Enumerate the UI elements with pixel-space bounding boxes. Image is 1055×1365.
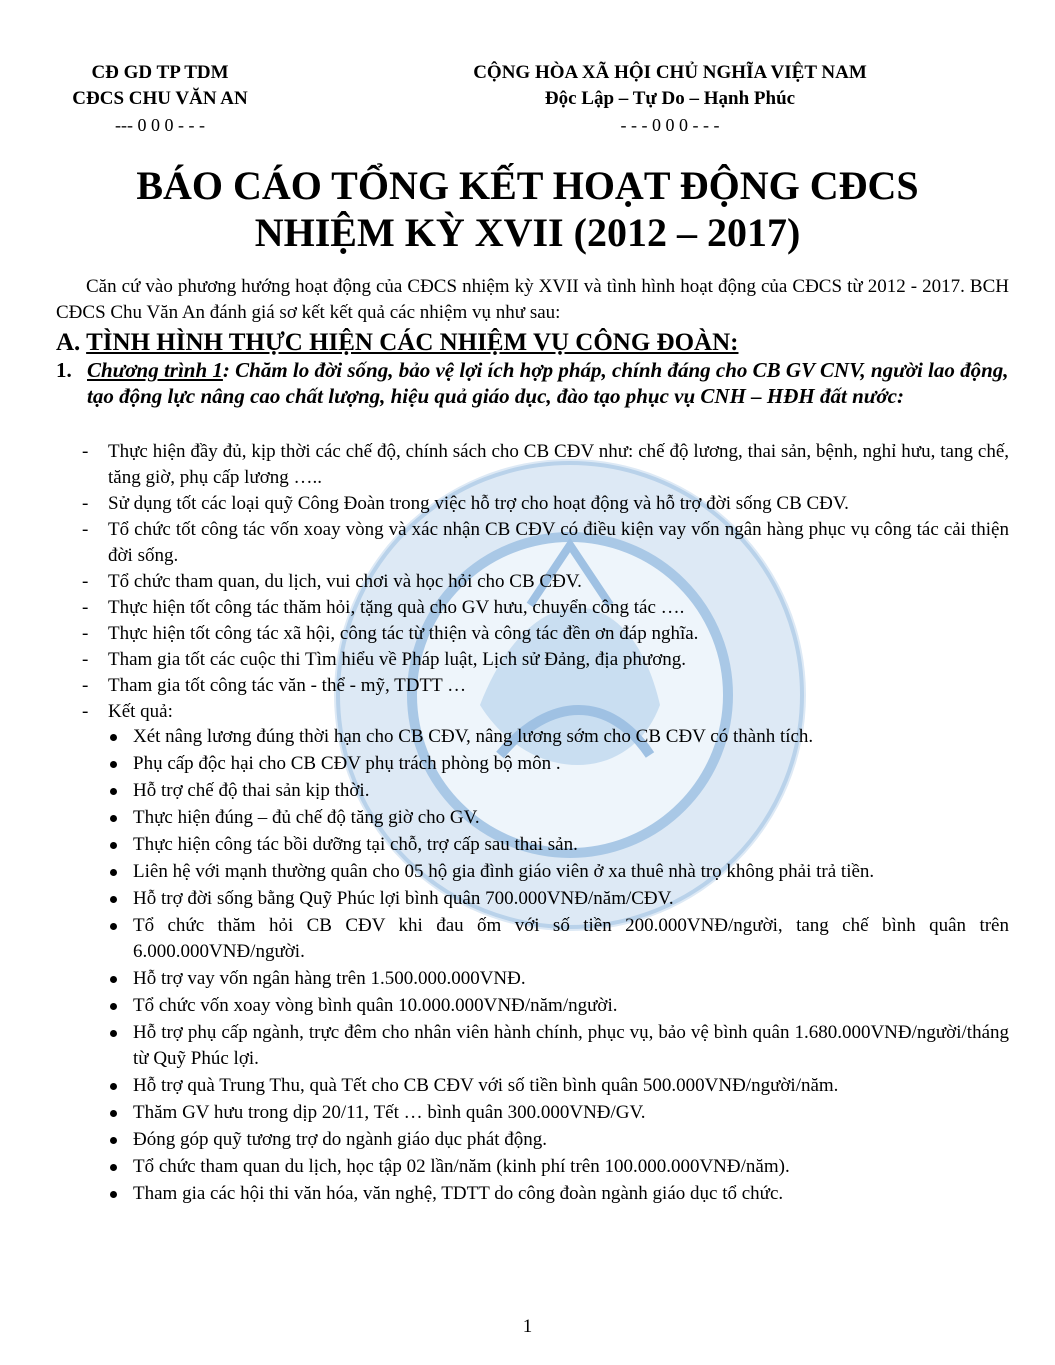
header-left xyxy=(40,60,280,138)
list-item: - Tham gia tốt công tác văn - thể - mỹ, TDTT … xyxy=(82,675,467,696)
list-item: - Tham gia tốt các cuộc thi Tìm hiểu về Pháp luật, Lịch sử Đảng, địa phương. xyxy=(82,649,686,670)
bullet-icon xyxy=(110,734,117,741)
result-item: Hỗ trợ vay vốn ngân hàng trên 1.500.000.000VNĐ. xyxy=(107,966,1009,992)
national-motto: Độc Lập – Tự Do – Hạnh Phúc xyxy=(544,88,796,109)
bullet-icon xyxy=(110,842,117,849)
header-left-separator: --- 0 0 0 - - - xyxy=(115,115,205,135)
bullet-icon xyxy=(110,923,117,930)
result-item: Tổ chức vốn xoay vòng bình quân 10.000.000VNĐ/năm/người. xyxy=(107,993,1009,1019)
result-item: Đóng góp quỹ tương trợ do ngành giáo dục phát động. xyxy=(107,1127,1009,1153)
result-item: Tổ chức thăm hỏi CB CĐV khi đau ốm với số tiền 200.000VNĐ/người, tang chế bình quân trên 6.000.000VNĐ/người. xyxy=(107,913,1009,965)
bullet-icon xyxy=(110,1110,117,1117)
result-item: Thực hiện đúng – đủ chế độ tăng giờ cho GV. xyxy=(107,805,1009,831)
result-item: Xét nâng lương đúng thời hạn cho CB CĐV, nâng lương sớm cho CB CĐV có thành tích. xyxy=(107,724,1009,750)
list-item: - Sử dụng tốt các loại quỹ Công Đoàn trong việc hỗ trợ cho hoạt động và hỗ trợ đời sống CB CĐV. xyxy=(82,493,849,514)
program-1-number: 1. xyxy=(56,358,72,382)
bullet-icon xyxy=(110,896,117,903)
result-item: Phụ cấp độc hại cho CB CĐV phụ trách phòng bộ môn . xyxy=(107,751,1009,777)
bullet-icon xyxy=(110,1137,117,1144)
bullet-icon xyxy=(110,1030,117,1037)
report-title-line1: BÁO CÁO TỔNG KẾT HOẠT ĐỘNG CĐCS xyxy=(136,163,919,208)
report-title xyxy=(0,162,1055,256)
bullet-icon xyxy=(110,761,117,768)
program-1-label: Chương trình 1 xyxy=(87,358,223,382)
section-a-prefix: A. xyxy=(56,329,81,356)
bullet-icon xyxy=(110,815,117,822)
header-left-school: CĐCS CHU VĂN AN xyxy=(72,88,248,109)
list-item: - Thực hiện đầy đủ, kịp thời các chế độ, chính sách cho CB CĐV như: chế độ lương, thai sản, bệnh, nghỉ hưu, tang chế, tăng giờ, phụ cấp lương ….. xyxy=(82,441,1009,488)
list-item: - Tổ chức tốt công tác vốn xoay vòng và xác nhận CB CĐV có điều kiện vay vốn ngân hàng phục vụ công tác cải thiện đời sống. xyxy=(82,519,1009,566)
header-left-union: CĐ GD TP TDM xyxy=(91,62,229,83)
result-item: Hỗ trợ quà Trung Thu, quà Tết cho CB CĐV với số tiền bình quân 500.000VNĐ/người/năm. xyxy=(107,1073,1009,1099)
bullet-icon xyxy=(110,1191,117,1198)
bullet-icon xyxy=(110,1083,117,1090)
bullet-icon xyxy=(110,869,117,876)
list-item: - Tổ chức tham quan, du lịch, vui chơi và học hỏi cho CB CĐV. xyxy=(82,571,582,592)
list-item: - Kết quả: xyxy=(82,701,173,722)
bullet-icon xyxy=(110,1164,117,1171)
result-item: Liên hệ với mạnh thường quân cho 05 hộ gia đình giáo viên ở xa thuê nhà trọ không phải trả tiền. xyxy=(107,859,1009,885)
bullet-icon xyxy=(110,976,117,983)
result-item: Tham gia các hội thi văn hóa, văn nghệ, TDTT do công đoàn ngành giáo dục tổ chức. xyxy=(107,1181,1009,1207)
result-list xyxy=(107,724,1009,1208)
program-1-text: : Chăm lo đời sống, bảo vệ lợi ích hợp pháp, chính đáng cho CB GV CNV, người lao động, tạo động lực nâng cao chất lượng, hiệu quả giáo dục, đào tạo phục vụ CNH – HĐH đất nước: xyxy=(87,358,1009,408)
result-item: Tổ chức tham quan du lịch, học tập 02 lần/năm (kinh phí trên 100.000.000VNĐ/năm). xyxy=(107,1154,1009,1180)
list-item: - Thực hiện tốt công tác thăm hỏi, tặng quà cho GV hưu, chuyển công tác …. xyxy=(82,597,685,618)
header-right-separator: - - - 0 0 0 - - - xyxy=(620,115,720,135)
result-item: Hỗ trợ phụ cấp ngành, trực đêm cho nhân viên hành chính, phục vụ, bảo vệ bình quân 1.680.000VNĐ/người/tháng từ Quỹ Phúc lợi. xyxy=(107,1020,1009,1072)
page-number: 1 xyxy=(522,1316,533,1337)
header-right xyxy=(420,60,920,138)
national-title: CỘNG HÒA XÃ HỘI CHỦ NGHĨA VIỆT NAM xyxy=(473,62,867,83)
program-1-heading xyxy=(56,357,1009,409)
report-title-line2: NHIỆM KỲ XVII (2012 – 2017) xyxy=(254,210,801,255)
result-item: Thăm GV hưu trong dịp 20/11, Tết … bình quân 300.000VNĐ/GV. xyxy=(107,1100,1009,1126)
intro-paragraph: Căn cứ vào phương hướng hoạt động của CĐCS nhiệm kỳ XVII và tình hình hoạt động của CĐCS từ 2012 - 2017. BCH CĐCS Chu Văn An đánh giá sơ kết kết quả các nhiệm vụ như sau: xyxy=(56,276,1009,323)
section-a-heading xyxy=(56,328,738,358)
list-item: - Thực hiện tốt công tác xã hội, công tác từ thiện và công tác đền ơn đáp nghĩa. xyxy=(82,623,699,644)
bullet-icon xyxy=(110,1003,117,1010)
dash-list xyxy=(82,439,1009,725)
result-item: Hỗ trợ chế độ thai sản kịp thời. xyxy=(107,778,1009,804)
bullet-icon xyxy=(110,788,117,795)
result-item: Thực hiện công tác bồi dưỡng tại chỗ, trợ cấp sau thai sản. xyxy=(107,832,1009,858)
section-a-title: TÌNH HÌNH THỰC HIỆN CÁC NHIỆM VỤ CÔNG ĐOÀN: xyxy=(86,329,739,356)
result-item: Hỗ trợ đời sống bằng Quỹ Phúc lợi bình quân 700.000VNĐ/năm/CĐV. xyxy=(107,886,1009,912)
